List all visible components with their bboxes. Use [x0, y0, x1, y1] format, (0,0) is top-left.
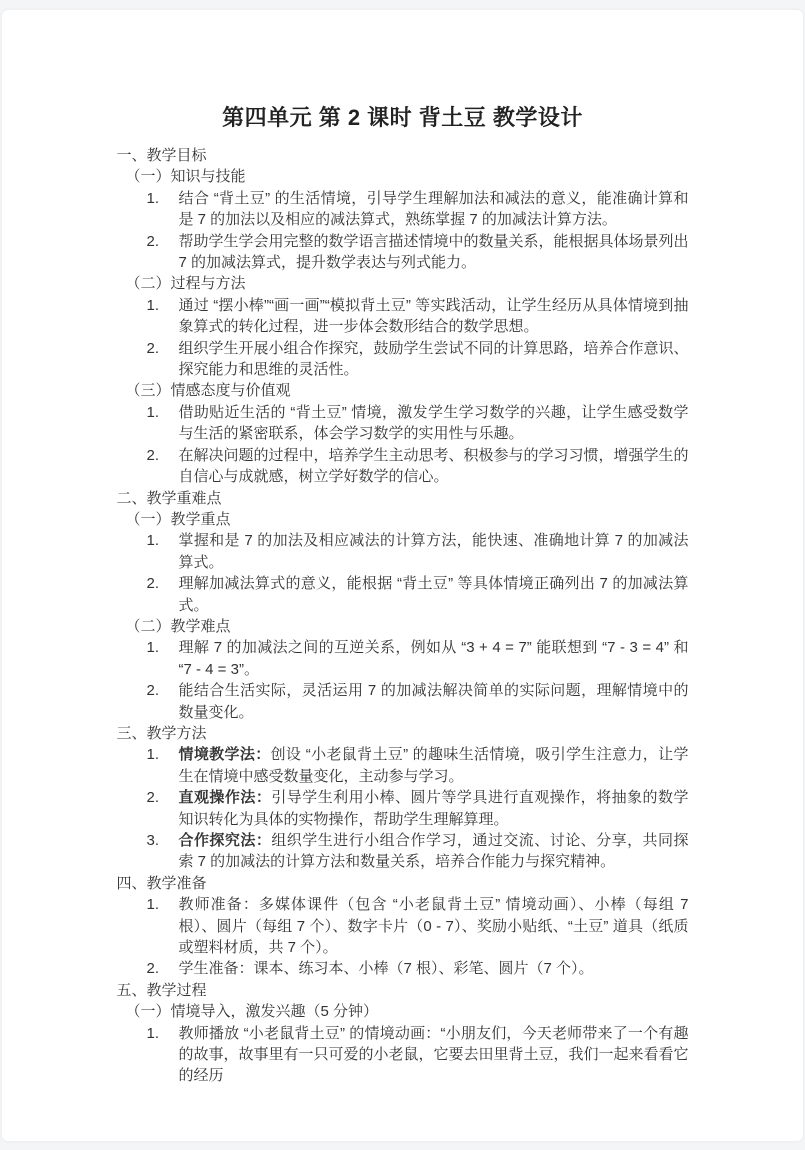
- list-text: 帮助学生学会用完整的数学语言描述情境中的数量关系，能根据具体场景列出 7 的加减法算式，提升数学表达与列式能力。: [178, 232, 689, 272]
- list-number: 2.: [146, 575, 160, 593]
- list-item: [117, 894, 689, 958]
- subsection-heading: （二）过程与方法: [125, 275, 246, 293]
- section-heading: 四、教学准备: [116, 874, 207, 892]
- document-title: 第四单元 第 2 课时 背土豆 教学设计: [222, 105, 583, 130]
- list-text: 在解决问题的过程中，培养学生主动思考、积极参与的学习习惯，增强学生的自信心与成就感，树立学好数学的信心。: [178, 446, 689, 486]
- document-body: [117, 145, 689, 1087]
- list-text: 合作探究法：组织学生进行小组合作学习，通过交流、讨论、分享，共同探索 7 的加减法的计算方法和数量关系，培养合作能力与探究精神。: [178, 832, 689, 871]
- section-heading: 一、教学目标: [116, 147, 207, 164]
- list-item: [117, 402, 689, 445]
- list-item: [117, 830, 689, 873]
- list-item: [117, 744, 689, 787]
- list-number: 1.: [146, 296, 160, 314]
- list-item: [117, 680, 689, 723]
- list-text: 通过 “摆小棒”“画一画”“模拟背土豆” 等实践活动，让学生经历从具体情境到抽象算式的转化过程，进一步体会数形结合的数学思想。: [178, 296, 689, 336]
- list-text: 理解 7 的加减法之间的互逆关系，例如从 “3 + 4 = 7” 能联想到 “7 - 3 = 4” 和 “7 - 4 = 3”。: [178, 639, 689, 678]
- list-text: 情境教学法：创设 “小老鼠背土豆” 的趣味生活情境，吸引学生注意力，让学生在情境中感受数量变化，主动参与学习。: [178, 746, 689, 785]
- list-number: 2.: [146, 960, 160, 978]
- list-text: 结合 “背土豆” 的生活情境，引导学生理解加法和减法的意义，能准确计算和是 7 的加法以及相应的减法算式，熟练掌握 7 的加减法计算方法。: [178, 189, 689, 229]
- subsection-heading: （一）教学重点: [125, 510, 231, 528]
- list-number: 2.: [146, 789, 160, 807]
- list-item: [117, 530, 689, 573]
- list-text: 学生准备：课本、练习本、小棒（7 根）、彩笔、圆片（7 个）。: [178, 960, 594, 978]
- subsection-heading: （一）情境导入，激发兴趣（5 分钟）: [125, 1003, 379, 1021]
- list-number: 1.: [146, 189, 160, 207]
- list-text: 组织学生开展小组合作探究，鼓励学生尝试不同的计算思路，培养合作意识、探究能力和思维的灵活性。: [178, 339, 689, 379]
- section-heading: 五、教学过程: [116, 981, 207, 999]
- list-item: [117, 338, 689, 381]
- list-text: 理解加减法算式的意义，能根据 “背土豆” 等具体情境正确列出 7 的加减法算式。: [178, 575, 689, 614]
- list-text: 能结合生活实际，灵活运用 7 的加减法解决简单的实际问题，理解情境中的数量变化。: [178, 682, 689, 721]
- list-item: [117, 295, 689, 338]
- section-heading: 二、教学重难点: [116, 489, 222, 507]
- list-number: 1.: [146, 403, 160, 421]
- list-number: 3.: [146, 832, 160, 849]
- list-number: 1.: [146, 532, 160, 550]
- list-text: 借助贴近生活的 “背土豆” 情境，激发学生学习数学的兴趣，让学生感受数学与生活的紧密联系，体会学习数学的实用性与乐趣。: [178, 403, 689, 443]
- method-name: 直观操作法：: [178, 789, 272, 807]
- list-text: 直观操作法：引导学生利用小棒、圆片等学具进行直观操作，将抽象的数学知识转化为具体的实物操作，帮助学生理解算理。: [178, 789, 689, 828]
- document-page: [2, 10, 803, 1141]
- list-item: [117, 231, 689, 274]
- section-heading: 三、教学方法: [116, 724, 207, 742]
- list-number: 1.: [146, 1024, 160, 1042]
- list-number: 1.: [146, 896, 160, 914]
- list-item: [117, 787, 689, 830]
- list-text: 教师播放 “小老鼠背土豆” 的情境动画：“小朋友们，今天老师带来了一个有趣的故事，故事里有一只可爱的小老鼠，它要去田里背土豆，我们一起来看看它的经历: [178, 1024, 689, 1085]
- list-item: [117, 637, 689, 680]
- list-number: 1.: [146, 746, 160, 764]
- list-item: [117, 445, 689, 488]
- method-name: 合作探究法：: [178, 832, 272, 849]
- subsection-heading: （一）知识与技能: [125, 168, 246, 186]
- list-number: 1.: [146, 639, 160, 657]
- subsection-heading: （二）教学难点: [125, 617, 231, 635]
- subsection-heading: （三）情感态度与价值观: [125, 382, 291, 400]
- list-text: 掌握和是 7 的加法及相应减法的计算方法，能快速、准确地计算 7 的加减法算式。: [178, 532, 689, 571]
- list-item: [117, 1023, 689, 1087]
- list-number: 2.: [146, 682, 160, 700]
- list-item: [117, 573, 689, 616]
- list-number: 2.: [146, 232, 160, 250]
- list-item: [117, 958, 689, 979]
- method-name: 情境教学法：: [178, 746, 271, 764]
- list-item: [117, 188, 689, 231]
- list-number: 2.: [146, 339, 160, 357]
- list-text: 教师准备：多媒体课件（包含 “小老鼠背土豆” 情境动画）、小棒（每组 7 根）、圆片（每组 7 个）、数字卡片（0 - 7）、奖励小贴纸、“土豆” 道具（纸质或塑料材质，共 7 个）。: [178, 896, 689, 957]
- list-number: 2.: [146, 446, 160, 464]
